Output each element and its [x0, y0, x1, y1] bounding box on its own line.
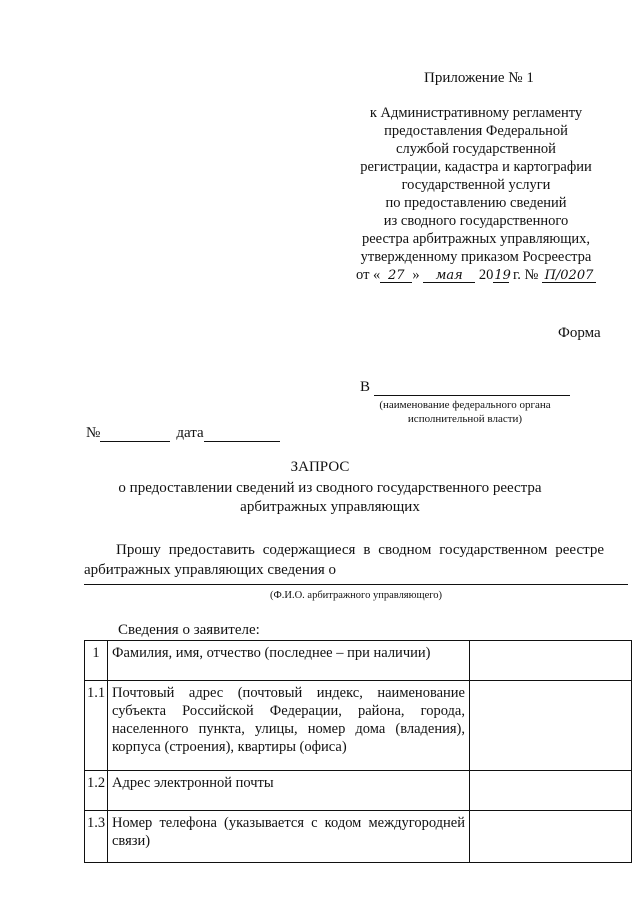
appendix-title: Приложение № 1: [424, 70, 534, 86]
appendix-line: реестра арбитражных управляющих,: [361, 231, 591, 247]
order-day-handwritten: 27: [380, 269, 412, 283]
appendix-line: к Административному регламенту: [369, 105, 583, 121]
request-subtitle: о предоставлении сведений из сводного государственного реестра арбитражных управляющих: [118, 480, 542, 515]
appendix-line: по предоставлению сведений: [385, 195, 567, 211]
form-label: Форма: [558, 325, 601, 341]
request-title: ЗАПРОС: [290, 459, 350, 475]
request-body: [84, 540, 604, 580]
row-value-field[interactable]: [470, 771, 632, 811]
row-number: 1.2: [85, 771, 108, 811]
row-label: Почтовый адрес (почтовый индекс, наименование субъекта Российской Федерации, района, города, населенного пункта, улицы, номер дома (владения), корпуса (строения), квартиры (офиса): [108, 681, 470, 771]
appendix-line: службой государственной: [396, 141, 556, 157]
row-number: 1.1: [85, 681, 108, 771]
appendix-reference: [340, 104, 612, 284]
fio-field[interactable]: [84, 584, 628, 585]
order-month-handwritten: мая: [423, 269, 475, 283]
recipient-block: [360, 379, 570, 426]
applicant-table: [84, 640, 632, 863]
order-mid1: »: [412, 267, 420, 283]
row-value-field[interactable]: [470, 681, 632, 771]
date-label: дата: [176, 425, 204, 441]
table-row: [85, 811, 632, 863]
applicant-heading: Сведения о заявителе:: [118, 622, 260, 638]
number-field[interactable]: [100, 427, 170, 442]
recipient-caption: [360, 398, 570, 426]
number-date-line: [86, 425, 280, 442]
fio-caption: (Ф.И.О. арбитражного управляющего): [269, 590, 443, 601]
table-row: [85, 771, 632, 811]
row-number: 1: [85, 641, 108, 681]
appendix-line: регистрации, кадастра и картографии: [360, 159, 592, 175]
order-mid2: г. №: [512, 267, 539, 283]
row-number: 1.3: [85, 811, 108, 863]
recipient-field[interactable]: [374, 381, 570, 396]
number-label: №: [86, 425, 101, 441]
request-body-line: Прошу предоставить содержащиеся в сводном государственном реестре: [116, 542, 604, 558]
row-label: Адрес электронной почты: [108, 771, 470, 811]
appendix-line: государственной услуги: [401, 177, 551, 193]
appendix-line: из сводного государственного: [383, 213, 569, 229]
order-year-prefix: 20: [478, 267, 494, 283]
table-row: [85, 641, 632, 681]
row-label: Номер телефона (указывается с кодом междугородней связи): [108, 811, 470, 863]
recipient-caption-line: (наименование федерального органа: [379, 399, 551, 411]
order-number-handwritten: П/0207: [542, 269, 596, 283]
appendix-line: предоставления Федеральной: [384, 123, 568, 139]
order-year-handwritten: 19: [494, 268, 511, 283]
recipient-prefix: В: [360, 379, 371, 395]
date-field[interactable]: [204, 427, 280, 442]
request-body-line: арбитражных управляющих сведения о: [84, 562, 337, 578]
order-reference: [340, 266, 612, 284]
appendix-line: утвержденному приказом Росреестра: [360, 249, 592, 265]
row-value-field[interactable]: [470, 811, 632, 863]
order-prefix: от «: [356, 267, 381, 283]
recipient-caption-line: исполнительной власти): [407, 413, 523, 425]
table-row: [85, 681, 632, 771]
row-value-field[interactable]: [470, 641, 632, 681]
row-label: Фамилия, имя, отчество (последнее – при наличии): [108, 641, 470, 681]
